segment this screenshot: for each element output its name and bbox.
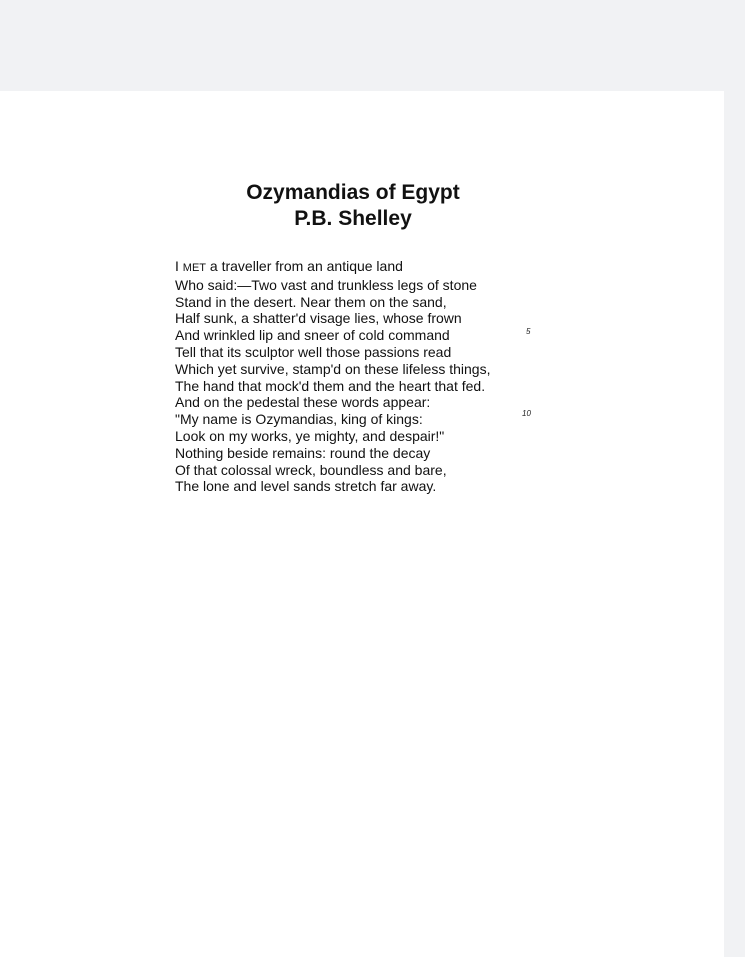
poem-line-6: Tell that its sculptor well those passions read bbox=[175, 343, 452, 360]
poem-line-8: The hand that mock'd them and the heart that fed. bbox=[175, 377, 486, 394]
poem-author: P.B. Shelley bbox=[294, 207, 412, 230]
first-line-lead: I bbox=[175, 258, 183, 274]
poem-line-2: Who said:—Two vast and trunkless legs of stone bbox=[175, 276, 477, 293]
poem-line-1 bbox=[175, 258, 555, 277]
line-number-5: 5 bbox=[526, 327, 531, 336]
poem-line-3: Stand in the desert. Near them on the sand, bbox=[175, 293, 447, 310]
poem-line-5: And wrinkled lip and sneer of cold command bbox=[175, 327, 450, 344]
poem-body bbox=[175, 258, 555, 495]
poem-line-4: Half sunk, a shatter'd visage lies, whose frown bbox=[175, 310, 462, 327]
first-line-smallcaps: MET bbox=[182, 262, 207, 274]
poem-line-13: Of that colossal wreck, boundless and bare, bbox=[175, 461, 447, 478]
poem-line-14: The lone and level sands stretch far away. bbox=[175, 478, 437, 495]
poem-title: Ozymandias of Egypt bbox=[246, 181, 460, 204]
scrollbar-track[interactable] bbox=[724, 91, 745, 957]
poem-line-9: And on the pedestal these words appear: bbox=[175, 394, 431, 411]
poem-line-11: Look on my works, ye mighty, and despair!" bbox=[175, 427, 445, 444]
title-block bbox=[0, 180, 706, 232]
first-line-rest: a traveller from an antique land bbox=[206, 258, 403, 274]
poem-line-7: Which yet survive, stamp'd on these lifeless things, bbox=[175, 360, 491, 377]
poem-line-12: Nothing beside remains: round the decay bbox=[175, 444, 431, 461]
poem-line-10: "My name is Ozymandias, king of kings: bbox=[175, 411, 423, 428]
line-number-10: 10 bbox=[522, 409, 531, 418]
document-page bbox=[0, 91, 724, 957]
